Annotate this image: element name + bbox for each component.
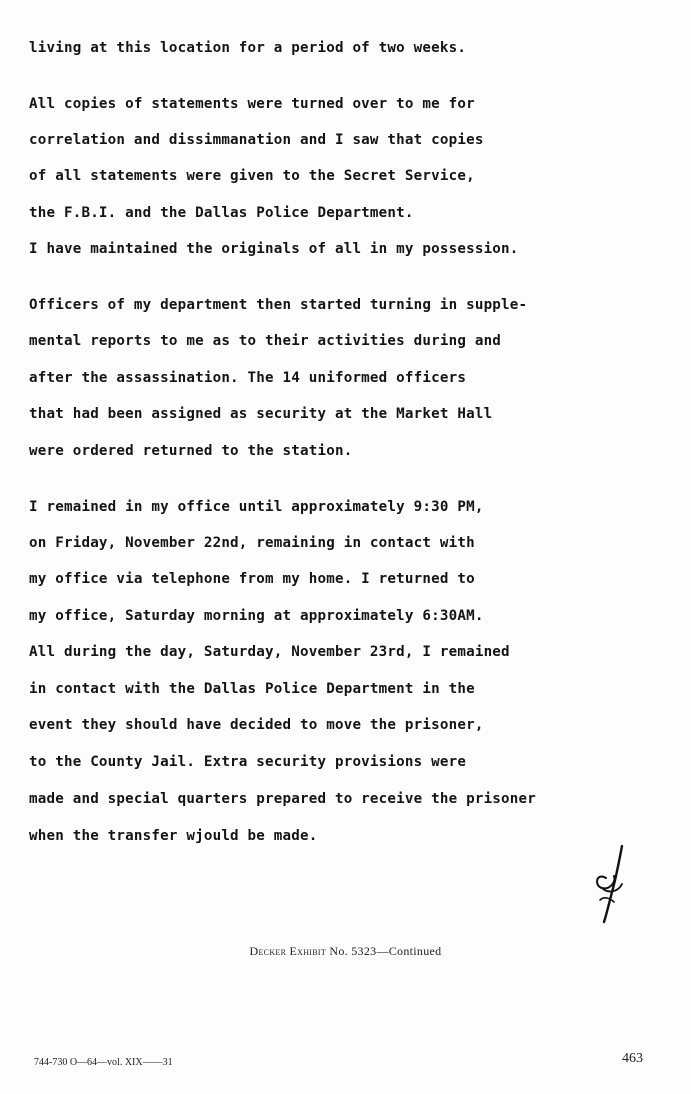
exhibit-name: Decker Exhibit — [249, 944, 327, 958]
text-line: when the transfer wjould be made. — [29, 828, 318, 844]
text-line: my office via telephone from my home. I returned to — [29, 571, 475, 587]
page-number: 463 — [622, 1051, 643, 1066]
text-line: that had been assigned as security at the Market Hall — [29, 406, 493, 422]
print-code: 744-730 O—64—vol. XIX——31 — [34, 1057, 173, 1068]
text-line: were ordered returned to the station. — [29, 443, 353, 459]
text-line: Officers of my department then started turning in supple- — [29, 297, 528, 313]
handwritten-initials — [592, 842, 632, 926]
text-line: correlation and dissimmanation and I saw that copies — [29, 132, 484, 148]
text-line: made and special quarters prepared to receive the prisoner — [29, 791, 537, 807]
exhibit-caption — [0, 944, 691, 959]
text-line: event they should have decided to move the prisoner, — [29, 717, 484, 733]
text-line: to the County Jail. Extra security provisions were — [29, 754, 467, 770]
text-line: the F.B.I. and the Dallas Police Department. — [29, 205, 414, 221]
text-line: I remained in my office until approximately 9:30 PM, — [29, 499, 484, 515]
text-line: I have maintained the originals of all in my possession. — [29, 241, 519, 257]
text-line: in contact with the Dallas Police Department in the — [29, 681, 475, 697]
text-line: my office, Saturday morning at approximately 6:30AM. — [29, 608, 484, 624]
text-line: mental reports to me as to their activities during and — [29, 333, 502, 349]
text-line: of all statements were given to the Secret Service, — [29, 168, 475, 184]
text-line: on Friday, November 22nd, remaining in contact with — [29, 535, 475, 551]
text-line: after the assassination. The 14 uniformed officers — [29, 370, 467, 386]
text-line: living at this location for a period of two weeks. — [29, 40, 467, 56]
text-line: All copies of statements were turned over to me for — [29, 96, 475, 112]
exhibit-number: No. 5323—Continued — [329, 944, 442, 958]
text-line: All during the day, Saturday, November 23rd, I remained — [29, 644, 510, 660]
